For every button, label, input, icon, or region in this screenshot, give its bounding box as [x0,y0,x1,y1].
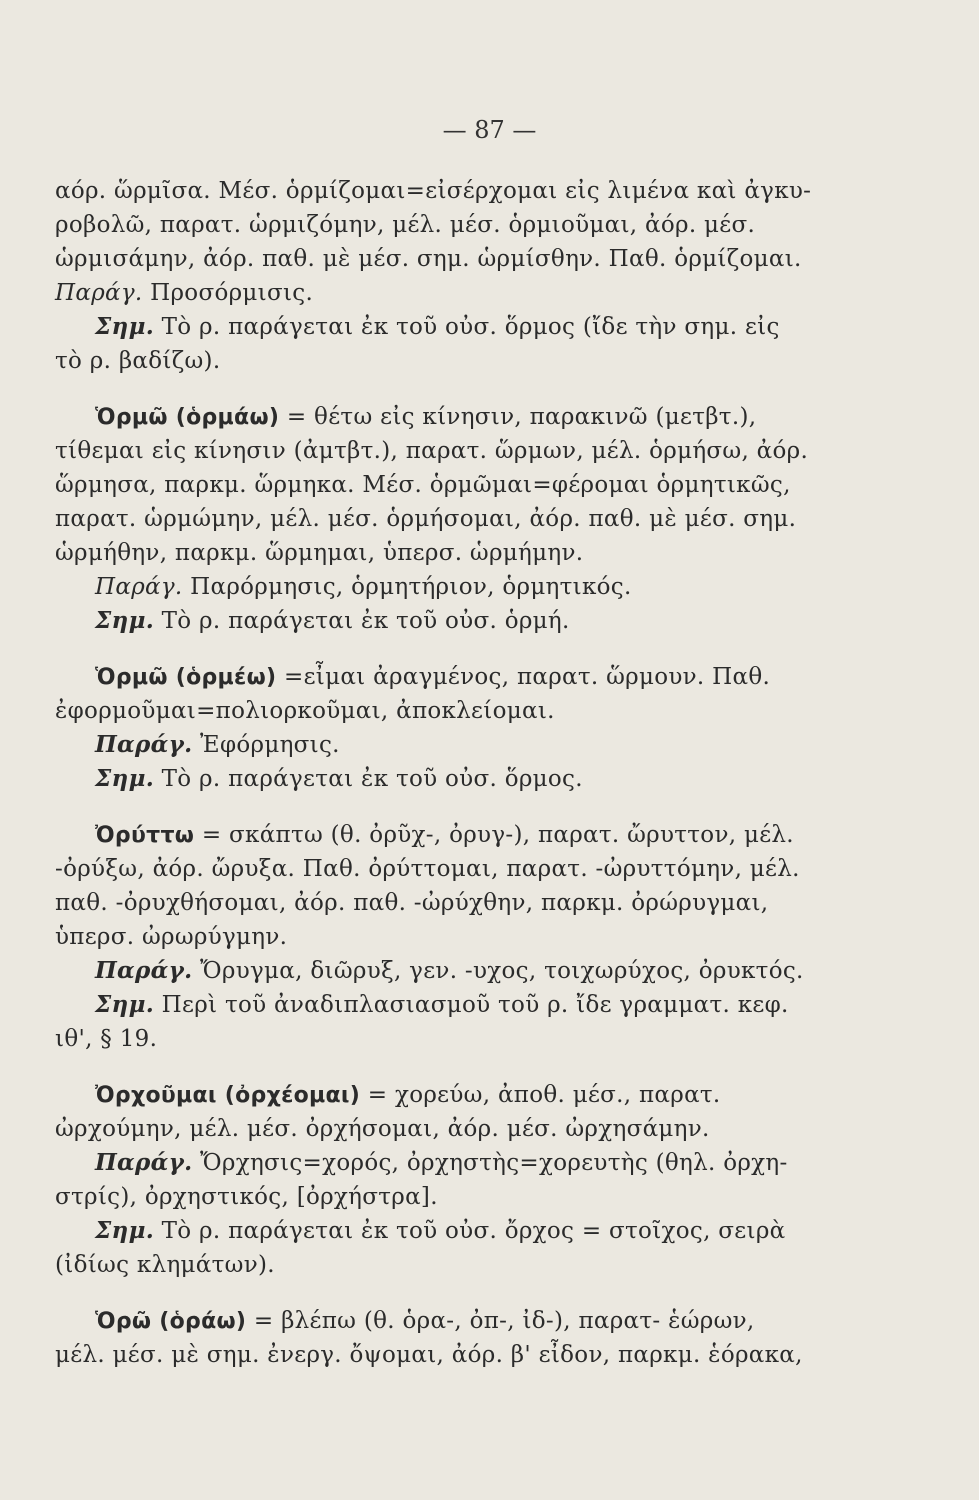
derivatives-label: Παράγ. [95,574,183,600]
entry-line [55,400,807,434]
entry-headword: Ὁρμῶ (ὁρμέω) [95,665,277,690]
text-line: ὥρμησα, παρκμ. ὥρμηκα. Μέσ. ὁρμῶμαι=φέρομαι ὁρμητικῶς, [55,472,791,498]
derivatives-line [55,276,807,310]
entry-text: = θέτω εἰς κίνησιν, παρακινῶ (μετβτ.), [286,404,757,430]
text-line: (ἰδίως κλημάτων). [55,1252,275,1278]
note-line [55,310,807,344]
derivatives-label: Παράγ. [95,1149,193,1176]
entry-headword: Ὁρῶ (ὁράω) [95,1309,247,1334]
text-line: -ὀρύξω, ἀόρ. ὤρυξα. Παθ. ὀρύττομαι, παρατ. -ὠρυττόμην, μέλ. [55,856,800,882]
note-text: Τὸ ρ. παράγεται ἐκ τοῦ οὐσ. ὅρμος (ἴδε τὴν σημ. εἰς [161,314,780,340]
text-line: τὸ ρ. βαδίζω). [55,348,221,374]
entry-text: = χορεύω, ἀποθ. μέσ., παρατ. [367,1082,721,1108]
entry-line [55,660,807,694]
text-line: ἐφορμοῦμαι=πολιορκοῦμαι, ἀποκλείομαι. [55,698,555,724]
entry-headword: Ὀρχοῦμαι (ὀρχέομαι) [95,1083,361,1108]
note-text: Τὸ ρ. παράγεται ἐκ τοῦ οὐσ. ὁρμή. [161,608,570,634]
note-label: Σημ. [95,313,155,340]
text-line: ὡρμήθην, παρκμ. ὥρμημαι, ὑπερσ. ὡρμήμην. [55,540,584,566]
text-line: ὠρχούμην, μέλ. μέσ. ὀρχήσομαι, ἀόρ. μέσ. ὠρχησάμην. [55,1116,710,1142]
dictionary-text [55,174,812,1372]
entry-line [55,1304,807,1338]
derivatives-text: Παρόρμησις, ὁρμητήριον, ὁρμητικός. [190,574,632,600]
text-line: αόρ. ὥρμῖσα. Μέσ. ὁρμίζομαι=εἰσέρχομαι εἰς λιμένα καὶ ἀγκυ- [55,178,812,204]
text-line: ὡρμισάμην, ἀόρ. παθ. μὲ μέσ. σημ. ὡρμίσθην. Παθ. ὁρμίζομαι. [55,246,802,272]
derivatives-text: Ἐφόρμησις. [200,732,340,758]
text-line: ροβολῶ, παρατ. ὡρμιζόμην, μέλ. μέσ. ὁρμιοῦμαι, ἀόρ. μέσ. [55,212,756,238]
text-line: τίθεμαι εἰς κίνησιν (ἀμτβτ.), παρατ. ὥρμων, μέλ. ὁρμήσω, ἀόρ. [55,438,809,464]
derivatives-label: Παράγ. [95,957,193,984]
note-text: Τὸ ρ. παράγεται ἐκ τοῦ οὐσ. ὄρχος = στοῖχος, σειρὰ [161,1218,786,1244]
note-label: Σημ. [95,991,155,1018]
derivatives-label: Παράγ. [95,731,193,758]
note-text: Τὸ ρ. παράγεται ἐκ τοῦ οὐσ. ὅρμος. [161,766,583,792]
entry-line [55,1078,807,1112]
entry-text: =εἶμαι ἀραγμένος, παρατ. ὥρμουν. Παθ. [284,664,771,690]
derivatives-line [55,728,807,762]
note-text: Περὶ τοῦ ἀναδιπλασιασμοῦ τοῦ ρ. ἴδε γραμματ. κεφ. [161,992,789,1018]
derivatives-line [55,1146,807,1180]
derivatives-text: Ὄρυγμα, διῶρυξ, γεν. -υχος, τοιχωρύχος, ὀρυκτός. [200,958,804,984]
note-line [55,1214,807,1248]
derivatives-text: Ὄρχησις=χορός, ὀρχηστὴς=χορευτὴς (θηλ. ὀρχη- [200,1150,788,1176]
derivatives-line [55,954,807,988]
note-line [55,762,807,796]
derivatives-line [55,570,807,604]
text-line: ὑπερσ. ὠρωρύγμην. [55,924,288,950]
note-line [55,604,807,638]
entry-text: = σκάπτω (θ. ὀρῦχ-, ὀρυγ-), παρατ. ὤρυττον, μέλ. [201,822,794,848]
text-line: παρατ. ὡρμώμην, μέλ. μέσ. ὁρμήσομαι, ἀόρ. παθ. μὲ μέσ. σημ. [55,506,797,532]
entry-headword: Ὁρμῶ (ὁρμάω) [95,405,280,430]
entry-text: = βλέπω (θ. ὁρα-, ὀπ-, ἰδ-), παρατ- ἑώρων, [253,1308,755,1334]
text-line: μέλ. μέσ. μὲ σημ. ἐνεργ. ὄψομαι, ἀόρ. β' εἶδον, παρκμ. ἑόρακα, [55,1342,803,1368]
text-line: ιθ', § 19. [55,1026,158,1052]
derivatives-text: Προσόρμισις. [150,280,314,306]
derivatives-label: Παράγ. [55,280,143,306]
page-number: — 87 — [442,116,537,144]
text-line: στρίς), ὀρχηστικός, [ὀρχήστρα]. [55,1184,438,1210]
note-label: Σημ. [95,607,155,634]
entry-headword: Ὀρύττω [95,823,195,848]
note-label: Σημ. [95,1217,155,1244]
note-label: Σημ. [95,765,155,792]
note-line [55,988,807,1022]
entry-line [55,818,807,852]
text-line: παθ. -ὀρυχθήσομαι, ἀόρ. παθ. -ὠρύχθην, παρκμ. ὀρώρυγμαι, [55,890,769,916]
